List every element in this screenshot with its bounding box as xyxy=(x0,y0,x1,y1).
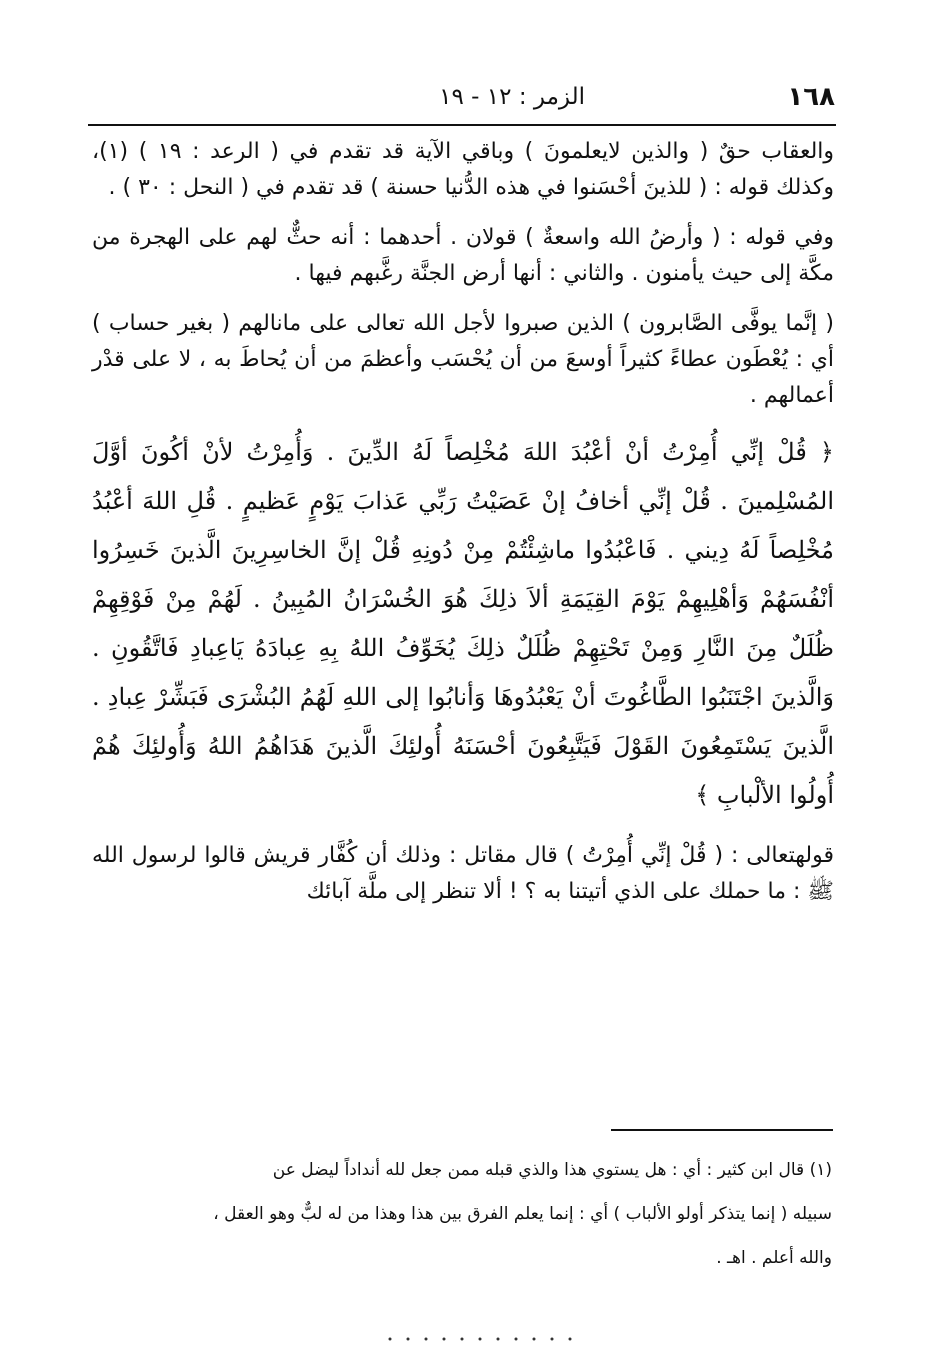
page-number: ١٦٨ xyxy=(787,82,835,112)
footnote-line: سبيله ( إنما يتذكر أولو الألباب ) أي : إنما يعلم الفرق بين هذا وهذا من له لبٌّ وهو العقل ، xyxy=(213,1204,832,1224)
footnote-line: (١) قال ابن كثير : أي : هل يستوي هذا والذي قبله ممن جعل لله أنداداً ليضل عن xyxy=(272,1160,832,1180)
quran-verses: ﴿ قُلْ إنِّي أُمِرْتُ أنْ أعْبُدَ اللهَ مُخْلِصاً لَهُ الدِّينَ . وَأُمِرْتُ لأنْ أكُونَ أوَّلَ المُسْلِمينَ . قُلْ إنِّي أخافُ إنْ عَصَيْتُ رَبِّي عَذابَ يَوْمٍ عَظيمٍ . قُلِ اللهَ أعْبُدُ مُخْلِصاً لَهُ دِيني . فَاعْبُدُوا ماشِئْتُمْ مِنْ دُونِهِ قُلْ إنَّ الخاسِرِينَ الَّذينَ خَسِرُوا أنْفُسَهُمْ وَأهْلِيهِمْ يَوْمَ القِيَمَةِ ألاَ ذلِكَ هُوَ الخُسْرَانُ المُبِينُ . لَهُمْ مِنْ فَوْقِهِمْ ظُلَلٌ مِنَ النَّارِ وَمِنْ تَحْتِهِمْ ظُلَلٌ ذلِكَ يُخَوِّفُ اللهُ بِهِ عِبادَهُ يَاعِبادِ فَاتَّقُونِ . وَالَّذينَ اجْتَنَبُوا الطَّاغُوتَ أنْ يَعْبُدُوهَا وَأنابُوا إلى اللهِ لَهُمُ البُشْرَى فَبَشِّرْ عِبادِ . الَّذينَ يَسْتَمِعُونَ القَوْلَ فَيَتَّبِعُونَ أحْسَنَهُ أُولئِكَ الَّذينَ هَدَاهُمُ اللهُ وَأُولئِكَ هُمْ أُولُوا الألْبابِ ﴾ xyxy=(92,438,834,809)
footnotes xyxy=(92,1148,832,1280)
main-text xyxy=(92,134,834,924)
header-rule xyxy=(88,124,836,126)
scan-dots xyxy=(380,1336,580,1342)
running-title: الزمر : ١٢ - ١٩ xyxy=(439,84,585,110)
paragraph-3: ( إنَّما يوفَّى الصَّابرون ) الذين صبروا لأجل الله تعالى على مانالهم ( بغير حساب ) أي : يُعْطَون عطاءً كثيراً أوسعَ من أن يُحْسَب وأعظمَ من أن يُحاطَ به ، لا على قدْر أعمالهم . xyxy=(92,311,834,408)
page-header xyxy=(90,82,835,122)
paragraph-2: وفي قوله : ( وأرضُ الله واسعةٌ ) قولان . أحدهما : أنه حثٌّ لهم على الهجرة من مكَّة إلى حيث يأمنون . والثاني : أنها أرض الجنَّة رغَّبهم فيها . xyxy=(92,225,834,286)
footnote-1 xyxy=(92,1148,832,1280)
footnote-line: والله أعلم . اهـ . xyxy=(716,1248,832,1268)
commentary-paragraph: قولهتعالى : ( قُلْ إنِّي أُمِرْتُ ) قال مقاتل : وذلك أن كُفَّار قريش قالوا لرسول الله ﷺ : ما حملك على الذي أتيتنا به ؟ ! ألا تنظر إلى ملَّة آبائك xyxy=(92,843,834,904)
footnote-rule xyxy=(611,1129,833,1131)
paragraph-1: والعقاب حقٌ ( والذين لايعلمونَ ) وباقي الآية قد تقدم في ( الرعد : ١٩ ) (١)، وكذلك قوله : ( للذينَ أحْسَنوا في هذه الدُّنيا حسنة ) قد تقدم في ( النحل : ٣٠ ) . xyxy=(92,139,835,200)
